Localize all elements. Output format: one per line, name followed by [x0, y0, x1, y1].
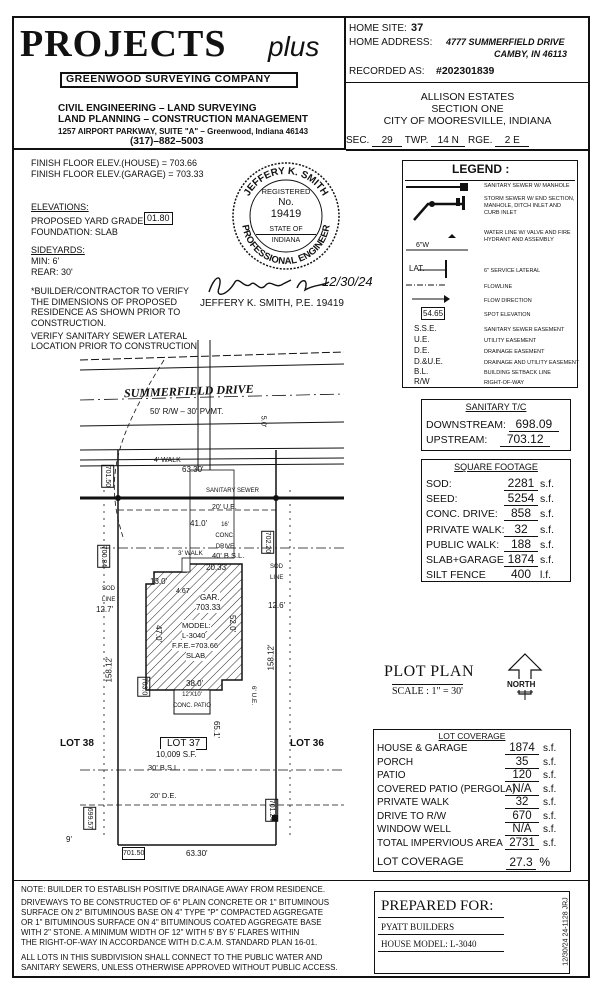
twp-value: 14 N: [431, 135, 465, 147]
spot-elev-4: 703.0: [137, 677, 150, 697]
dim-467: 4.67: [176, 588, 190, 595]
seal-registered: REGISTERED: [261, 187, 311, 196]
company-name: GREENWOOD SURVEYING COMPANY: [66, 73, 272, 85]
home-address-line-2: CAMBY, IN 46113: [494, 49, 568, 59]
sec-label: SEC.: [346, 135, 370, 146]
bottom-notes-divider: [14, 880, 590, 881]
lc-unit: s.f.: [543, 743, 557, 754]
lot-coverage-value-row: [506, 855, 550, 870]
square-footage-row: [426, 537, 566, 552]
legend-item-5: FLOW DIRECTION: [484, 298, 532, 304]
sqft-value: 188: [504, 537, 538, 552]
sqft-label: PUBLIC WALK:: [426, 538, 500, 551]
signature: [205, 270, 335, 300]
lc-unit: s.f.: [543, 810, 557, 822]
lc-value: 32: [505, 796, 539, 809]
front-dim: 63.30': [182, 465, 204, 474]
lc-label: HOUSE & GARAGE: [377, 743, 468, 754]
dim-520: 52.0': [228, 614, 238, 633]
seal-state: INDIANA: [256, 234, 316, 246]
dim-470: 47.0': [154, 624, 164, 643]
rear-dim: 63.30': [186, 849, 208, 858]
model-value: L-3040: [182, 631, 206, 640]
lc-value: N/A: [505, 823, 539, 836]
plot-plan-title: PLOT PLAN: [384, 663, 474, 680]
company-phone: (317)–882–5003: [130, 136, 204, 147]
legend-abbr-desc-1: UTILITY EASEMENT: [484, 338, 537, 344]
bottom-note-3b: SANITARY SEWERS, UNLESS OTHERWISE APPROVED WITHOUT PUBLIC ACCESS.: [21, 963, 338, 972]
downstream-value: 698.09: [509, 417, 559, 432]
coverage-unit: %: [539, 855, 551, 869]
sec-value: 29: [372, 135, 402, 147]
ffe-garage: FINISH FLOOR ELEV.(GARAGE) = 703.33: [31, 169, 204, 179]
lc-label: DRIVE TO R/W: [377, 810, 447, 822]
lot-36: LOT 36: [290, 738, 324, 749]
builder-note-2: THE DIMENSIONS OF PROPOSED: [31, 297, 178, 307]
lc-unit: s.f.: [543, 837, 557, 849]
square-footage-row: [426, 552, 566, 567]
bottom-note-2c: OR 1" BITUMINOUS SURFACE ON 4" BITUMINOUS COATED AGGREGATE BASE: [21, 918, 322, 927]
logo-plus: plus: [268, 31, 320, 62]
legend-abbr-code-3: D.&U.E.: [414, 357, 443, 366]
sqft-unit: s.f.: [540, 554, 555, 566]
legend-abbr-desc-2: DRAINAGE EASEMENT: [484, 349, 545, 355]
sqft-unit: s.f.: [540, 523, 555, 536]
legend-abbr-code-0: S.S.E.: [414, 324, 437, 333]
sqft-label: CONC. DRIVE:: [426, 508, 498, 521]
yard-grade-label: PROPOSED YARD GRADE:: [31, 216, 146, 226]
side-right: 12.6': [268, 601, 286, 610]
pavement-edge: [80, 422, 344, 426]
lc-unit: s.f.: [543, 756, 557, 768]
patio-label: 12'X10' CONC. PATIO: [172, 692, 212, 709]
square-footage-row: [426, 476, 566, 491]
walk-3ft: [182, 558, 190, 572]
dim-130: 13.0': [150, 577, 168, 586]
rge-value: 2 E: [495, 135, 529, 147]
street-row: 50' R/W – 30' PVMT.: [150, 407, 224, 416]
downstream-label: DOWNSTREAM:: [426, 419, 506, 431]
subdivision-name: ALLISON ESTATES: [420, 91, 515, 103]
legend-item-4: FLOWLINE: [484, 284, 513, 290]
de-label: 20' D.E.: [150, 791, 177, 800]
sanitary-upstream: [426, 432, 550, 447]
prepared-sidebar: 12/30/24 24-1128 JRJ: [562, 897, 570, 966]
lot-37: LOT 37: [160, 737, 207, 750]
lc-unit: s.f.: [543, 770, 557, 781]
lc-label: WINDOW WELL: [377, 824, 451, 835]
legend-item-6: SPOT ELEVATION: [484, 312, 531, 318]
sideyard-min: MIN: 6': [31, 256, 60, 266]
upstream-label: UPSTREAM:: [426, 434, 488, 446]
sqft-label: SEED:: [426, 493, 458, 506]
garage-elev: 703.33: [196, 603, 221, 612]
lc-unit: s.f.: [543, 797, 557, 808]
rge-label: RGE.: [468, 135, 493, 146]
ffe-label: F.F.E.=703.66: [172, 641, 219, 650]
sqft-value: 32: [504, 522, 538, 537]
street-curb-top: [80, 352, 344, 360]
model-label: MODEL:: [182, 621, 211, 630]
builder-note-1: *BUILDER/CONTRACTOR TO VERIFY: [31, 286, 190, 296]
twp-label: TWP.: [404, 135, 429, 146]
rear-setback: REAR: 30': [31, 267, 73, 277]
builder-note-4: CONSTRUCTION.: [31, 318, 106, 328]
bsl-front-label: 40' B.S.L.: [212, 551, 245, 560]
square-footage-row: [426, 567, 566, 582]
walk-3-label: 3' WALK: [178, 550, 203, 557]
dist-41: 41.0': [190, 519, 208, 528]
lc-unit: s.f.: [543, 824, 557, 835]
services-line-1: CIVIL ENGINEERING – LAND SURVEYING: [58, 103, 257, 114]
section-name: SECTION ONE: [431, 103, 504, 115]
sqft-unit: s.f.: [540, 508, 555, 521]
sqft-unit: l.f.: [540, 569, 552, 582]
sanitary-title: SANITARY T/C: [465, 402, 527, 412]
dim-50: 5.0': [259, 415, 269, 428]
walk-line-1: [80, 458, 344, 460]
sqft-unit: s.f.: [540, 478, 555, 490]
lc-value: 2731: [505, 837, 539, 850]
ffe-house: FINISH FLOOR ELEV.(HOUSE) = 703.66: [31, 158, 197, 168]
header-bottom-rule: [346, 149, 589, 151]
street-edge: [80, 364, 344, 370]
home-site-value: 37: [411, 22, 424, 34]
lc-value: 670: [505, 810, 539, 823]
lc-value: N/A: [505, 783, 539, 796]
recorded-label: RECORDED AS:: [349, 66, 425, 77]
home-site-label: HOME SITE:: [349, 23, 407, 34]
ue-6-label: 6' U.E.: [250, 685, 258, 706]
street-name: SUMMERFIELD DRIVE: [123, 381, 254, 401]
prepared-rule-2: [378, 934, 504, 935]
walk-label: 4' WALK: [154, 457, 181, 464]
home-address-label: HOME ADDRESS:: [349, 37, 433, 48]
north-label: NORTH: [507, 680, 536, 689]
legend-item-2: WATER LINE W/ VALVE AND FIRE HYDRANT AND ASSEMBLY: [484, 230, 571, 243]
seal-name-arc: JEFFERY K. SMITH: [241, 165, 331, 199]
square-footage-row: [426, 491, 566, 506]
seal-no-label: No.: [278, 197, 294, 208]
side-left: 12.7': [96, 605, 114, 614]
legend-lat-label: LAT.: [409, 264, 425, 273]
walk-line-2: [80, 464, 344, 466]
lc-label: PRIVATE WALK: [377, 797, 450, 808]
garage-label: GAR.: [200, 593, 220, 602]
sqft-label: SOD:: [426, 478, 452, 490]
prepared-rule-3: [378, 951, 504, 952]
sqft-unit: s.f.: [540, 538, 555, 551]
legend-abbr-code-5: R/W: [414, 377, 430, 386]
seal-profession-arc: PROFESSIONAL ENGINEER: [239, 223, 333, 268]
prepared-client: PYATT BUILDERS: [381, 922, 455, 932]
bottom-note-2e: THE RIGHT-OF-WAY IN ACCORDANCE WITH D.C.A.M. STANDARD PLAN 16-01.: [21, 938, 318, 947]
signature-date: 12/30/24: [322, 274, 373, 289]
yard-grade-value: 01.80: [144, 212, 173, 225]
recorded-value: #202301839: [436, 65, 495, 77]
sqft-label: SLAB+GARAGE: [426, 554, 504, 566]
lc-label: PATIO: [377, 770, 406, 781]
company-address: 1257 AIRPORT PARKWAY, SUITE "A" – Greenwood, Indiana 46143: [58, 127, 309, 136]
bottom-note-3a: ALL LOTS IN THIS SUBDIVISION SHALL CONNECT TO THE PUBLIC WATER AND: [21, 953, 323, 962]
lot-38: LOT 38: [60, 738, 94, 749]
sod-line-left: SOD LINE: [102, 586, 116, 603]
dim-380: 38.0': [186, 679, 204, 688]
lc-value: 120: [505, 769, 539, 782]
legend-abbr-desc-0: SANITARY SEWER EASEMENT: [484, 327, 565, 333]
services-line-2: LAND PLANNING – CONSTRUCTION MANAGEMENT: [58, 114, 308, 125]
legend-spot-sample: 54.65: [423, 309, 444, 318]
bsl-rear-label: 30' B.S.L.: [148, 763, 181, 772]
spot-elev-5: 701.24: [265, 799, 278, 822]
sec-twp-rge: [346, 135, 529, 147]
drive-label: 16' CONC. DRIVE: [215, 522, 235, 550]
sqft-value: 5254: [504, 491, 538, 506]
prepared-house-model: HOUSE MODEL: L-3040: [381, 939, 477, 949]
builder-note-3: RESIDENCE AS SHOWN PRIOR TO: [31, 307, 181, 317]
sanitary-downstream: [426, 417, 559, 432]
logo-main: PROJECTS: [20, 23, 227, 65]
sideyards-heading: SIDEYARDS:: [31, 245, 85, 255]
sqft-label: SILT FENCE: [426, 569, 486, 582]
coverage-value: 27.3: [506, 855, 536, 870]
rear-9: 9': [66, 835, 72, 844]
sanitary-sewer-label: SANITARY SEWER: [206, 488, 260, 494]
depth-left: 158.12': [104, 656, 114, 683]
sqft-label: PRIVATE WALK:: [426, 523, 505, 536]
lot-37-area: 10,009 S.F.: [156, 750, 197, 759]
bottom-note-2a: DRIVEWAYS TO BE CONSTRUCTED OF 6" PLAIN CONCRETE OR 1" BITUMINOUS: [21, 898, 330, 907]
city-name: CITY OF MOORESVILLE, INDIANA: [383, 115, 552, 127]
verify-note-2: LOCATION PRIOR TO CONSTRUCTION: [31, 341, 198, 351]
legend-abbr-desc-3: DRAINAGE AND UTILITY EASEMENT: [484, 360, 580, 366]
upstream-value: 703.12: [500, 432, 550, 447]
elevations-heading: ELEVATIONS:: [31, 202, 89, 212]
bottom-note-2b: SURFACE ON 2" BITUMINOUS BASE ON 4" TYPE "P" COMPACTED AGGREGATE: [21, 908, 324, 917]
prepared-rule-1: [378, 917, 504, 918]
spot-elev-1: 701.50: [101, 465, 114, 488]
seal-number: 19419: [270, 208, 302, 220]
legend-abbr-code-2: D.E.: [414, 346, 430, 355]
legend-item-3: 6" SERVICE LATERAL: [484, 268, 541, 274]
legend-wl-label: 6"W: [416, 242, 429, 249]
lc-label: TOTAL IMPERVIOUS AREA: [377, 837, 503, 849]
lc-value: 1874: [505, 742, 539, 755]
plot-plan-scale: SCALE : 1" = 30': [392, 686, 463, 697]
site-divider: [346, 82, 589, 83]
legend-abbr-code-4: B.L.: [414, 367, 429, 376]
verify-note-1: VERIFY SANITARY SEWER LATERAL: [31, 331, 188, 341]
sqft-unit: s.f.: [540, 493, 555, 506]
sqft-value: 2281: [504, 476, 538, 491]
seal-state-of: STATE OF: [269, 226, 303, 233]
north-arrow-icon: [505, 652, 545, 702]
signer-name: JEFFERY K. SMITH, P.E. 19419: [200, 298, 344, 309]
lc-value: 35: [505, 756, 539, 769]
sqft-value: 400: [504, 567, 538, 582]
home-address-line-1: 4777 SUMMERFIELD DRIVE: [446, 37, 565, 47]
legend-abbr-desc-5: RIGHT-OF-WAY: [484, 380, 525, 386]
bottom-note-2d: WITH 2" STONE. A MINIMUM WIDTH OF 12" WITH 5' BY 5' FLARES WITHIN: [21, 928, 300, 937]
legend-title: LEGEND :: [452, 162, 510, 176]
legend-item-0: SANITARY SEWER W/ MANHOLE: [484, 183, 570, 189]
legend-abbr-code-1: U.E.: [414, 335, 430, 344]
ue-label: 20' U.E.: [212, 504, 237, 511]
sod-line-right: SOD LINE: [270, 564, 284, 581]
lot-coverage-title: LOT COVERAGE: [438, 731, 506, 741]
spot-elev-6: 699.57: [83, 807, 96, 830]
lc-unit: s.f.: [543, 783, 557, 795]
dim-2033: 20.33': [206, 563, 228, 572]
square-footage-row: [426, 506, 566, 521]
prepared-title: PREPARED FOR:: [381, 898, 494, 914]
legend-item-1: STORM SEWER W/ END SECTION, MANHOLE, DITCH INLET AND CURB INLET: [484, 196, 575, 216]
sqft-value: 858: [504, 506, 538, 521]
square-footage-row: [426, 522, 566, 537]
spot-elev-7: 701.50: [122, 847, 145, 860]
depth-right: 158.12': [266, 644, 276, 671]
spot-elev-3: 702.20: [261, 531, 274, 554]
coverage-label: LOT COVERAGE: [377, 856, 464, 868]
lc-label: COVERED PATIO (PERGOLA): [377, 783, 516, 795]
lc-label: PORCH: [377, 756, 414, 768]
spot-elev-2: 700.84: [97, 545, 110, 568]
bottom-note-1: NOTE: BUILDER TO ESTABLISH POSITIVE DRAINAGE AWAY FROM RESIDENCE.: [21, 885, 326, 894]
foundation: FOUNDATION: SLAB: [31, 227, 118, 237]
sqft-value: 1874: [504, 552, 538, 567]
square-footage-title: SQUARE FOOTAGE: [454, 462, 538, 472]
rear-dist: 65.1': [212, 720, 222, 739]
slab-label: SLAB: [186, 651, 206, 660]
legend-abbr-desc-4: BUILDING SETBACK LINE: [484, 370, 551, 376]
